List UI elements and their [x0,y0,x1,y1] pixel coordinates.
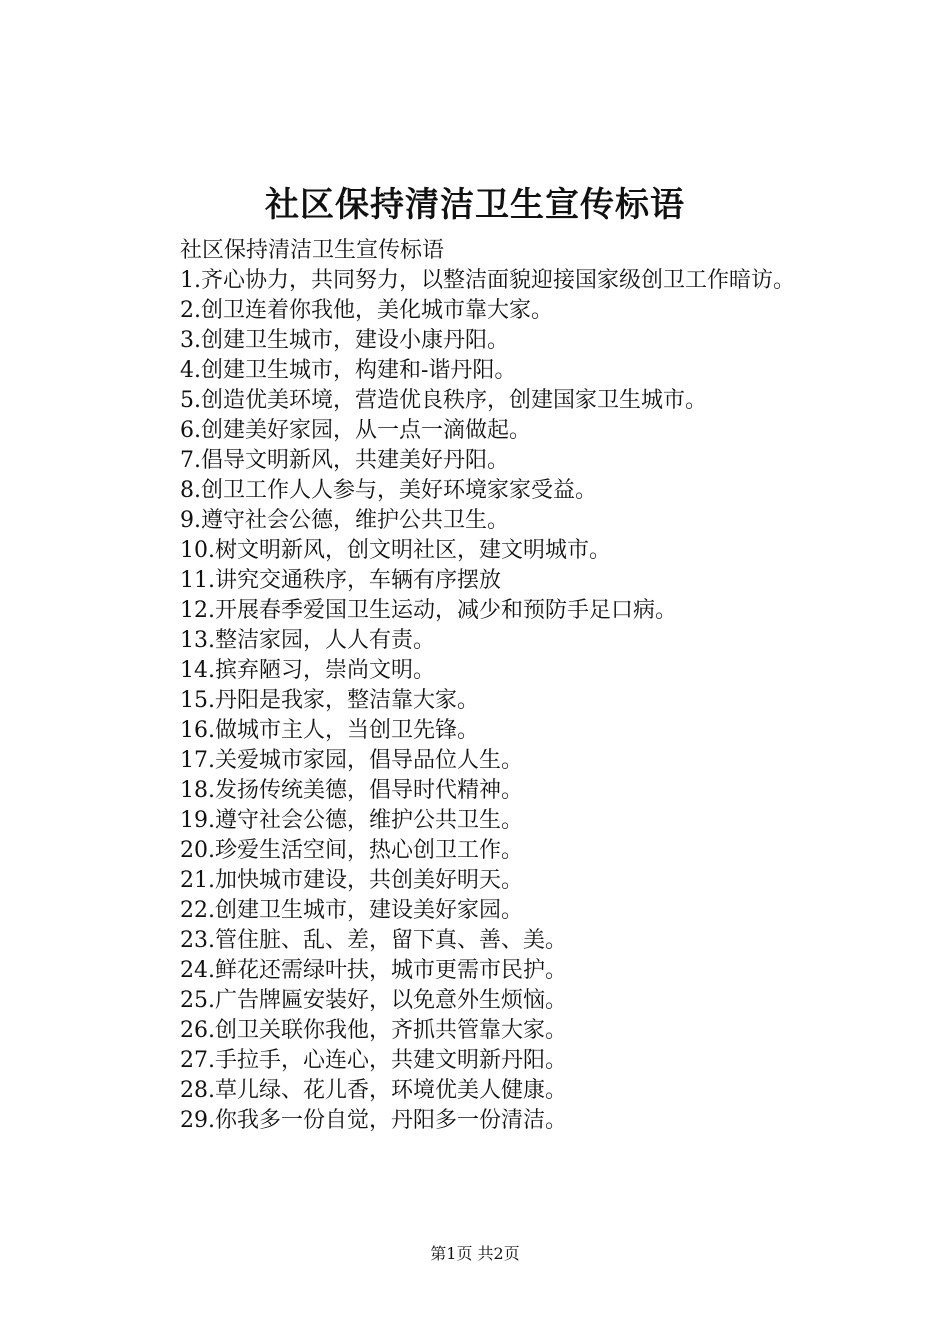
slogan-item-13: 13.整洁家园，人人有责。 [180,628,435,653]
slogan-item-12: 12.开展春季爱国卫生运动，减少和预防手足口病。 [180,598,677,623]
slogan-item-11: 11.讲究交通秩序，车辆有序摆放 [180,568,501,593]
document-body [128,236,838,1136]
slogan-item-6: 6.创建美好家园，从一点一滴做起。 [180,418,531,443]
slogan-item-19: 19.遵守社会公德，维护公共卫生。 [180,808,523,833]
slogan-item-5: 5.创造优美环境，营造优良秩序，创建国家卫生城市。 [180,388,707,413]
slogan-item-7: 7.倡导文明新风，共建美好丹阳。 [180,448,509,473]
slogan-item-25: 25.广告牌匾安装好，以免意外生烦恼。 [180,988,567,1013]
slogan-item-16: 16.做城市主人，当创卫先锋。 [180,718,479,743]
slogan-item-18: 18.发扬传统美德，倡导时代精神。 [180,778,523,803]
document-subtitle: 社区保持清洁卫生宣传标语 [180,238,445,263]
page-footer: 第1页 共2页 [430,1244,520,1263]
slogan-item-15: 15.丹阳是我家，整洁靠大家。 [180,688,479,713]
page-title: 社区保持清洁卫生宣传标语 [265,185,685,225]
slogan-item-26: 26.创卫关联你我他，齐抓共管靠大家。 [180,1018,567,1043]
slogan-item-9: 9.遵守社会公德，维护公共卫生。 [180,508,509,533]
slogan-item-1: 1.齐心协力，共同努力，以整洁面貌迎接国家级创卫工作暗访。 [180,268,795,293]
slogan-item-10: 10.树文明新风，创文明社区，建文明城市。 [180,538,611,563]
slogan-item-8: 8.创卫工作人人参与，美好环境家家受益。 [180,478,597,503]
slogan-item-20: 20.珍爱生活空间，热心创卫工作。 [180,838,523,863]
slogan-item-3: 3.创建卫生城市，建设小康丹阳。 [180,328,509,353]
slogan-item-27: 27.手拉手，心连心，共建文明新丹阳。 [180,1048,567,1073]
slogan-item-4: 4.创建卫生城市，构建和-谐丹阳。 [180,358,517,383]
slogan-item-21: 21.加快城市建设，共创美好明天。 [180,868,523,893]
slogan-item-24: 24.鲜花还需绿叶扶，城市更需市民护。 [180,958,567,983]
slogan-item-14: 14.摈弃陋习，崇尚文明。 [180,658,435,683]
slogan-item-29: 29.你我多一份自觉，丹阳多一份清洁。 [180,1108,567,1133]
slogan-item-23: 23.管住脏、乱、差，留下真、善、美。 [180,928,567,953]
slogan-item-2: 2.创卫连着你我他，美化城市靠大家。 [180,298,553,323]
slogan-item-17: 17.关爱城市家园，倡导品位人生。 [180,748,523,773]
slogan-item-28: 28.草儿绿、花儿香，环境优美人健康。 [180,1078,567,1103]
slogan-item-22: 22.创建卫生城市，建设美好家园。 [180,898,523,923]
